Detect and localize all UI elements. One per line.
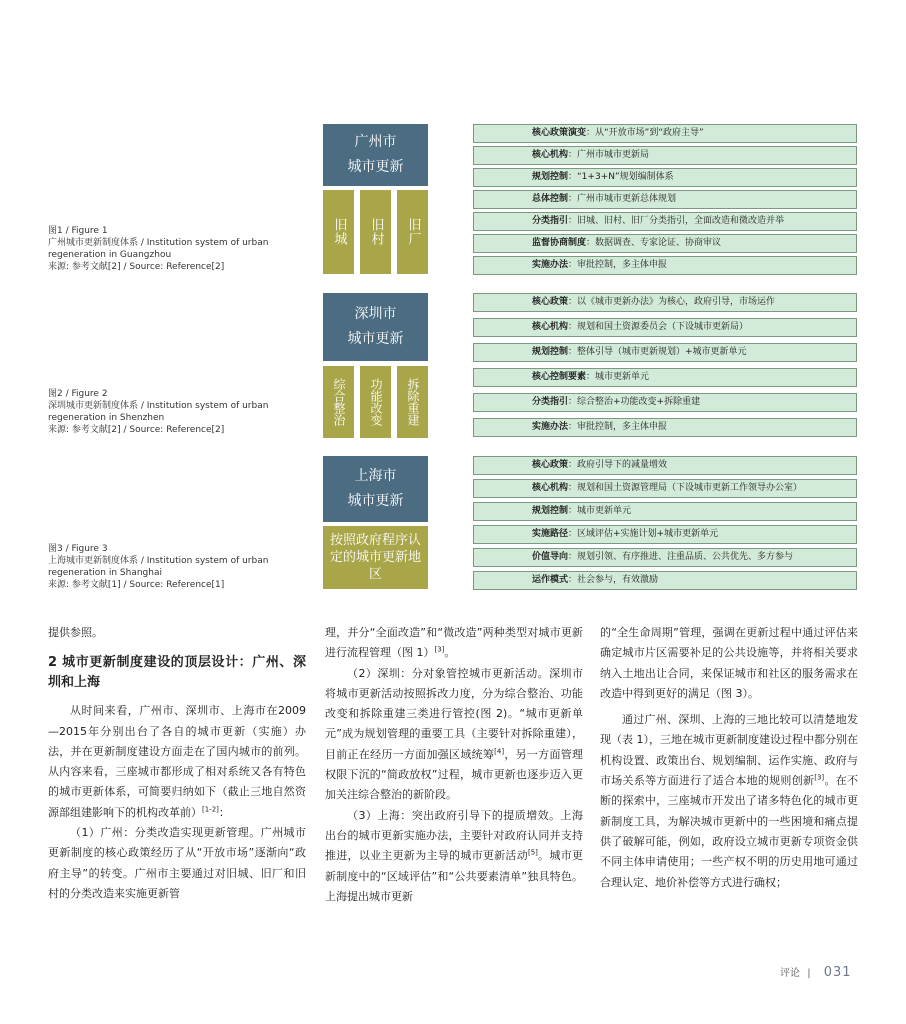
paragraph-text: 从时间来看，广州市、深圳市、上海市在2009—2015年分别出台了各自的城市更新（实施）办法，并在更新制度建设方面走在了国内城市的前列。从内容来看，三座城市都形成了相对系统又各有特色的城市更新体系，可简要归纳如下（截止三地自然资源部组建影响下的机构改革前） (48, 704, 306, 819)
figure-1-row (473, 234, 857, 253)
row-label: 实施办法 (532, 422, 569, 432)
category-box: 旧厂 (397, 190, 428, 274)
footer-divider: | (807, 968, 811, 979)
row-label: 核心机构 (532, 150, 569, 160)
row-text: ：广州市城市更新总体规划 (568, 194, 677, 204)
category-box: 旧村 (360, 190, 391, 274)
figure-3-row (473, 456, 857, 475)
caption-line: 来源: 参考文献[2] / Source: Reference[2] (48, 262, 225, 272)
row-text: ：整体引导（城市更新规划）+城市更新单元 (568, 347, 747, 357)
row-label: 核心机构 (532, 483, 569, 493)
paragraph-text: 。在不断的探索中，三座城市开发出了诸多特色化的城市更新制度工具，为解决城市更新中的一些困境和痛点提供了破解可能，例如，政府设立城市更新专项资金供不同主体申请使用；一些产权不明的历史用地可通过合理认定、地价补偿等方式进行确权； (600, 774, 859, 889)
category-box: 功能改变 (360, 366, 391, 438)
city-subtitle: 城市更新 (347, 159, 404, 175)
row-text: ：城市更新单元 (586, 372, 650, 382)
row-label: 核心政策 (532, 297, 569, 307)
row-label: 核心控制要素 (532, 372, 587, 382)
reference-marker: [5] (527, 848, 538, 857)
body-column-2 (325, 623, 583, 907)
figure-1-caption (48, 225, 306, 273)
figure-3-row (473, 571, 857, 590)
row-text: ：城市更新单元 (568, 506, 632, 516)
paragraph-text: ，另一方面管理权限下沉的“简政放权”过程，城市更新也逐步迈入更加关注综合整治的新阶段。 (325, 747, 584, 802)
paragraph-text: 。城市更新制度中的“区域评估”和“公共要素清单”独具特色。上海提出城市更新 (325, 849, 584, 903)
row-text: ：规划和国土资源管理局（下设城市更新工作领导办公室） (568, 483, 803, 493)
paragraph-text: 。 (444, 646, 456, 660)
caption-line: 来源: 参考文献[1] / Source: Reference[1] (48, 580, 225, 590)
category-box: 旧城 (323, 190, 354, 274)
row-text: ：广州市城市更新局 (568, 150, 650, 160)
row-label: 规划控制 (532, 347, 569, 357)
row-text: ：规划和国土资源委员会（下设城市更新局） (568, 322, 749, 332)
row-label: 监督协商制度 (532, 238, 587, 248)
caption-line: 深圳城市更新制度体系 / Institution system of urban regeneration in Shenzhen (48, 401, 269, 423)
paragraph (600, 710, 858, 893)
caption-line: 图3 / Figure 3 (48, 544, 108, 554)
figure-2-row (473, 343, 857, 362)
row-label: 实施路径 (532, 529, 569, 539)
caption-line: 图2 / Figure 2 (48, 389, 108, 399)
figure-3-caption (48, 543, 306, 591)
city-title: 广州市 (354, 134, 397, 150)
row-label: 分类指引 (532, 397, 569, 407)
row-label: 核心政策 (532, 460, 569, 470)
row-text: ：政府引导下的减量增效 (568, 460, 668, 470)
caption-line: 图1 / Figure 1 (48, 226, 108, 236)
figure-3-city-box (323, 456, 428, 522)
figure-2-city-box (323, 293, 428, 361)
paragraph: 提供参照。 (48, 626, 103, 639)
row-text: ：审批控制，多主体申报 (568, 422, 668, 432)
paragraph: （1）广州：分类改造实现更新管理。广州城市更新制度的核心政策经历了从“开放市场”逐渐向“政府主导”的转变。广州市主要通过对旧城、旧厂和旧村的分类改造来实施更新管 (48, 826, 306, 900)
figure-2-row (473, 293, 857, 312)
row-text: ：社会参与，有效激励 (568, 575, 659, 585)
figure-1-row (473, 256, 857, 275)
row-label: 实施办法 (532, 260, 569, 270)
figure-2-row (473, 318, 857, 337)
row-label: 运作模式 (532, 575, 569, 585)
caption-line: 广州城市更新制度体系 / Institution system of urban regeneration in Guangzhou (48, 238, 269, 260)
paragraph (48, 701, 306, 823)
figure-3-row (473, 502, 857, 521)
figure-2-caption (48, 388, 306, 436)
row-text: ：旧城、旧村、旧厂分类指引，全面改造和微改造并举 (568, 216, 785, 226)
category-box: 综合整治 (323, 366, 354, 438)
row-text: ：以《城市更新办法》为核心，政府引导，市场运作 (568, 297, 776, 307)
figure-1-row (473, 146, 857, 165)
figure-3-area-box: 按照政府程序认定的城市更新地区 (323, 526, 428, 589)
paragraph (325, 664, 583, 806)
figure-1-row (473, 190, 857, 209)
row-text: ：从“开放市场”到“政府主导” (586, 128, 704, 138)
row-label: 规划控制 (532, 172, 569, 182)
section-heading: 2 城市更新制度建设的顶层设计：广州、深圳和上海 (48, 655, 306, 691)
row-text: ：审批控制，多主体申报 (568, 260, 668, 270)
row-label: 核心机构 (532, 322, 569, 332)
figure-3-row (473, 548, 857, 567)
reference-marker: [3] (814, 773, 825, 782)
row-label: 核心政策演变 (532, 128, 587, 138)
row-label: 总体控制 (532, 194, 569, 204)
reference-marker: [3] (434, 645, 445, 654)
city-subtitle: 城市更新 (347, 331, 404, 347)
reference-marker: [4] (494, 747, 505, 756)
figure-2-row (473, 368, 857, 387)
paragraph (325, 806, 583, 907)
paragraph-text: （3）上海：突出政府引导下的提质增效。上海出台的城市更新实施办法，主要针对政府认同并支持推进，以业主更新为主导的城市更新活动 (325, 808, 583, 863)
paragraph-text: （2）深圳：分对象管控城市更新活动。深圳市将城市更新活动按照拆改力度，分为综合整治、功能改变和拆除重建三类进行管控(图 2)。“城市更新单元”成为规划管理的重要工具（主要针对拆除重建），目前正在经历一方面加强区域统筹 (325, 666, 583, 761)
page-footer (780, 964, 852, 980)
figure-1-row (473, 212, 857, 231)
figure-1-row (473, 168, 857, 187)
body-column-3 (600, 623, 858, 893)
paragraph-text: ： (218, 805, 230, 819)
row-text: ：“1+3+N”规划编制体系 (568, 172, 674, 182)
city-title: 上海市 (354, 468, 397, 484)
row-label: 价值导向 (532, 552, 569, 562)
row-label: 规划控制 (532, 506, 569, 516)
body-column-1 (48, 623, 306, 904)
row-label: 分类指引 (532, 216, 569, 226)
figure-1-city-box (323, 124, 428, 186)
row-text: ：数据调查、专家论证、协商审议 (586, 238, 722, 248)
city-subtitle: 城市更新 (347, 493, 404, 509)
row-text: ：区域评估+实施计划+城市更新单元 (568, 529, 719, 539)
caption-line: 来源: 参考文献[2] / Source: Reference[2] (48, 425, 225, 435)
footer-section: 评论 (780, 968, 800, 979)
figure-1-row (473, 124, 857, 143)
paragraph-text: 通过广州、深圳、上海的三地比较可以清楚地发现（表 1），三地在城市更新制度建设过程中都分别在机构设置、政策出台、规划编制、运作实施、政府与市场关系等方面进行了适合本地的规则创新 (600, 713, 858, 788)
paragraph (325, 623, 583, 664)
paragraph-text: 理，并分“全面改造”和“微改造”两种类型对城市更新进行流程管理（图 1） (325, 626, 583, 660)
reference-marker: [1-2] (202, 805, 219, 814)
figure-2-row (473, 393, 857, 412)
row-text: ：规划引领、有序推进、注重品质、公共优先、多方参与 (568, 552, 794, 562)
caption-line: 上海城市更新制度体系 / Institution system of urban regeneration in Shanghai (48, 556, 269, 578)
category-box: 拆除重建 (397, 366, 428, 438)
row-text: ：综合整治+功能改变+拆除重建 (568, 397, 701, 407)
figure-3-row (473, 479, 857, 498)
paragraph: 的“全生命周期”管理，强调在更新过程中通过评估来确定城市片区需要补足的公共设施等，并将相关要求纳入土地出让合同，来保证城市和社区的服务需求在改造中得到更好的满足（图 3）。 (600, 626, 858, 700)
figure-3-row (473, 525, 857, 544)
page-number: 031 (823, 965, 852, 980)
figure-2-row (473, 418, 857, 437)
city-title: 深圳市 (354, 306, 397, 322)
